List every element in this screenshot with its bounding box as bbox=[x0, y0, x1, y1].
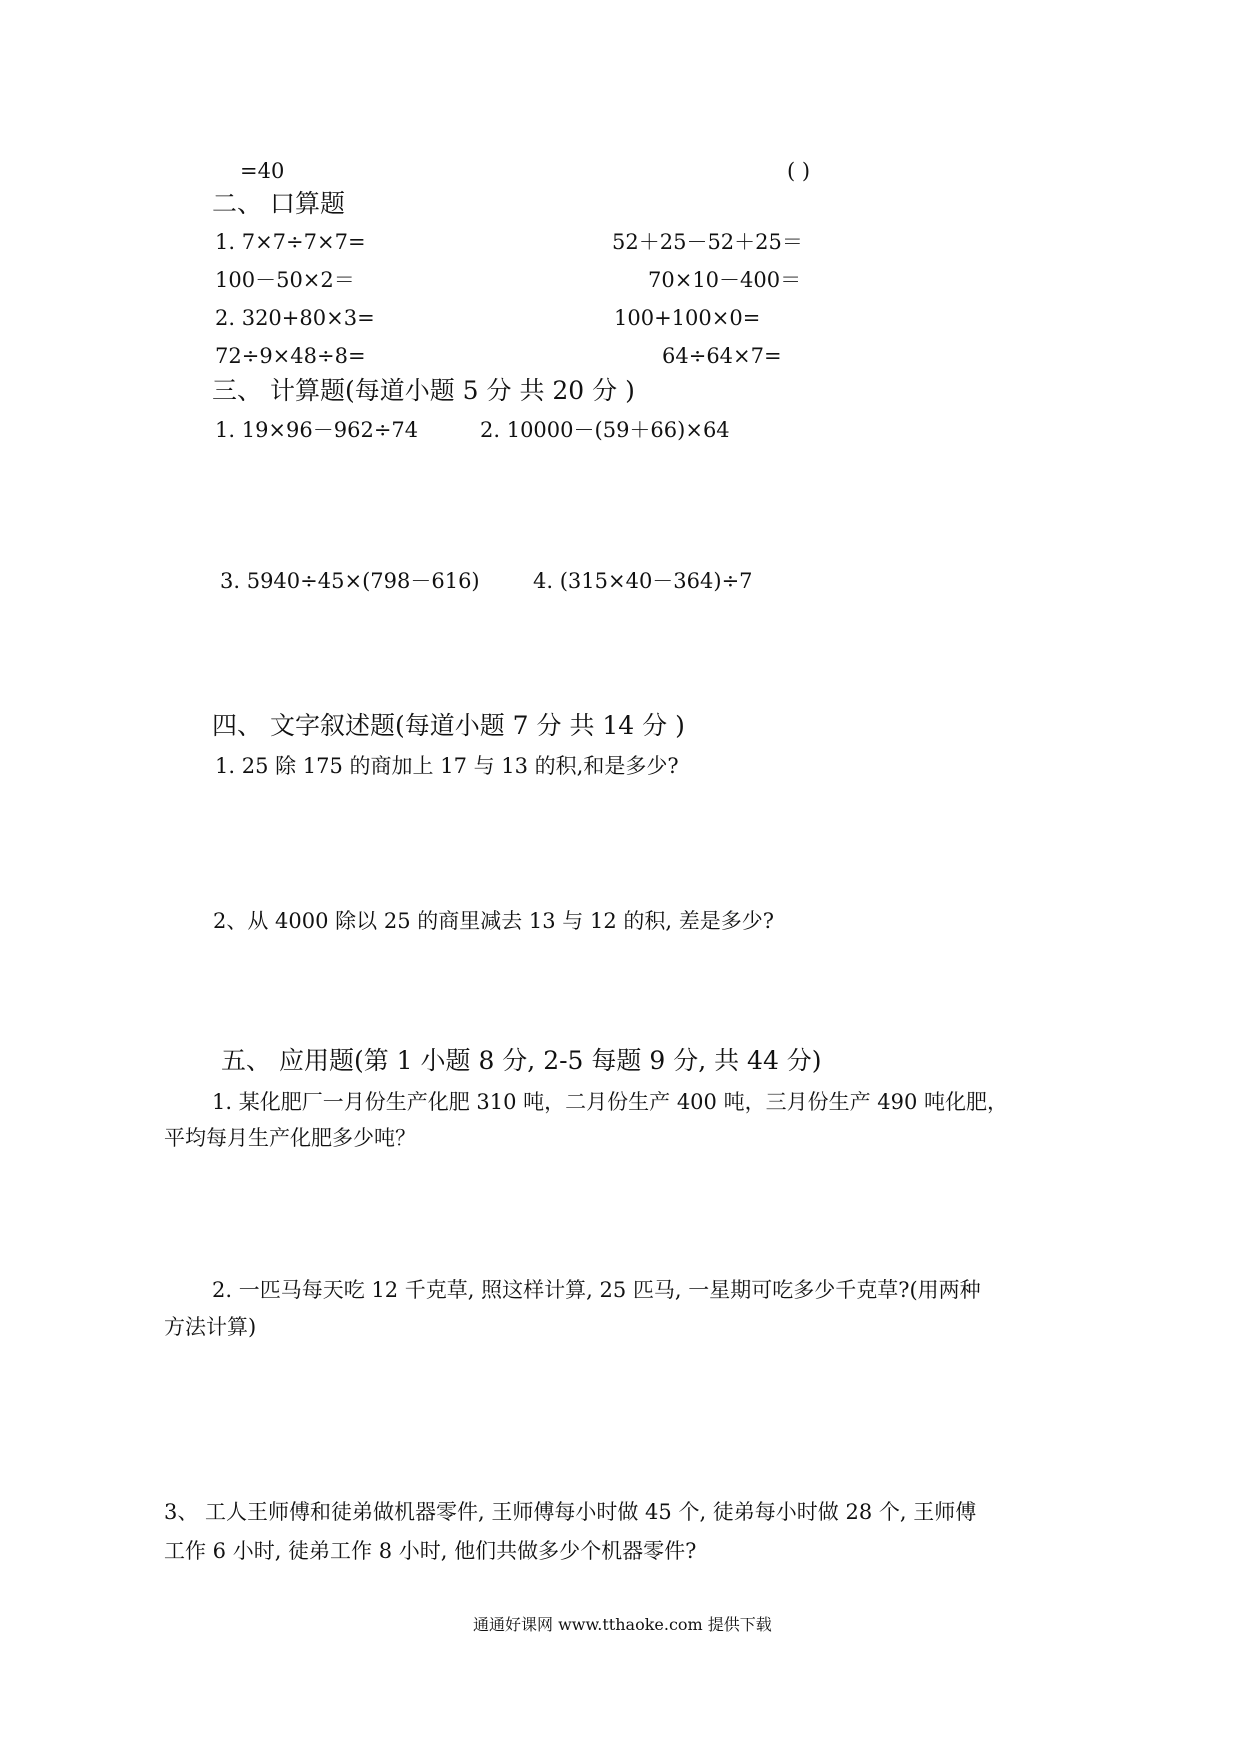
word-question-1: 1. 25 除 175 的商加上 17 与 13 的积,和是多少? bbox=[215, 754, 679, 778]
calc-question-4: 4. (315×40－364)÷7 bbox=[533, 569, 753, 593]
oral-item-1: 1. 7×7÷7×7= bbox=[215, 230, 366, 254]
word-question-2: 2、从 4000 除以 25 的商里减去 13 与 12 的积, 差是多少? bbox=[213, 909, 774, 933]
answer-line: =40 bbox=[240, 159, 285, 183]
oral-item-6: 100+100×0= bbox=[614, 306, 761, 330]
answer-bracket: ( ) bbox=[787, 159, 811, 183]
oral-item-5: 2. 320+80×3= bbox=[215, 306, 375, 330]
section-5-heading: 五、 应用题(第 1 小题 8 分, 2-5 每题 9 分, 共 44 分) bbox=[221, 1046, 822, 1075]
section-2-heading: 二、 口算题 bbox=[212, 189, 345, 218]
calc-question-1: 1. 19×96－962÷74 bbox=[215, 418, 419, 442]
section-4-heading: 四、 文字叙述题(每道小题 7 分 共 14 分 ) bbox=[212, 711, 685, 740]
oral-item-8: 64÷64×7= bbox=[662, 344, 782, 368]
calc-question-3: 3. 5940÷45×(798－616) bbox=[220, 569, 480, 593]
app-question-2-line-2: 方法计算) bbox=[164, 1315, 257, 1339]
oral-item-4: 70×10－400＝ bbox=[648, 268, 802, 292]
app-question-1-line-1: 1. 某化肥厂一月份生产化肥 310 吨，二月份生产 400 吨，三月份生产 490 吨化肥， bbox=[212, 1090, 1009, 1114]
oral-item-7: 72÷9×48÷8= bbox=[215, 344, 366, 368]
oral-item-2: 52＋25－52＋25＝ bbox=[612, 230, 803, 254]
section-3-heading: 三、 计算题(每道小题 5 分 共 20 分 ) bbox=[212, 376, 635, 405]
footer-credit: 通通好课网 www.tthaoke.com 提供下载 bbox=[473, 1615, 772, 1634]
calc-question-2: 2. 10000－(59＋66)×64 bbox=[480, 418, 730, 442]
app-question-3-line-2: 工作 6 小时, 徒弟工作 8 小时, 他们共做多少个机器零件? bbox=[164, 1539, 697, 1563]
app-question-2-line-1: 2. 一匹马每天吃 12 千克草, 照这样计算, 25 匹马, 一星期可吃多少千克草?(用两种 bbox=[212, 1278, 981, 1302]
app-question-3-line-1: 3、 工人王师傅和徒弟做机器零件, 王师傅每小时做 45 个, 徒弟每小时做 28 个, 王师傅 bbox=[164, 1500, 977, 1524]
oral-item-3: 100－50×2＝ bbox=[215, 268, 355, 292]
app-question-1-line-2: 平均每月生产化肥多少吨？ bbox=[164, 1126, 416, 1150]
